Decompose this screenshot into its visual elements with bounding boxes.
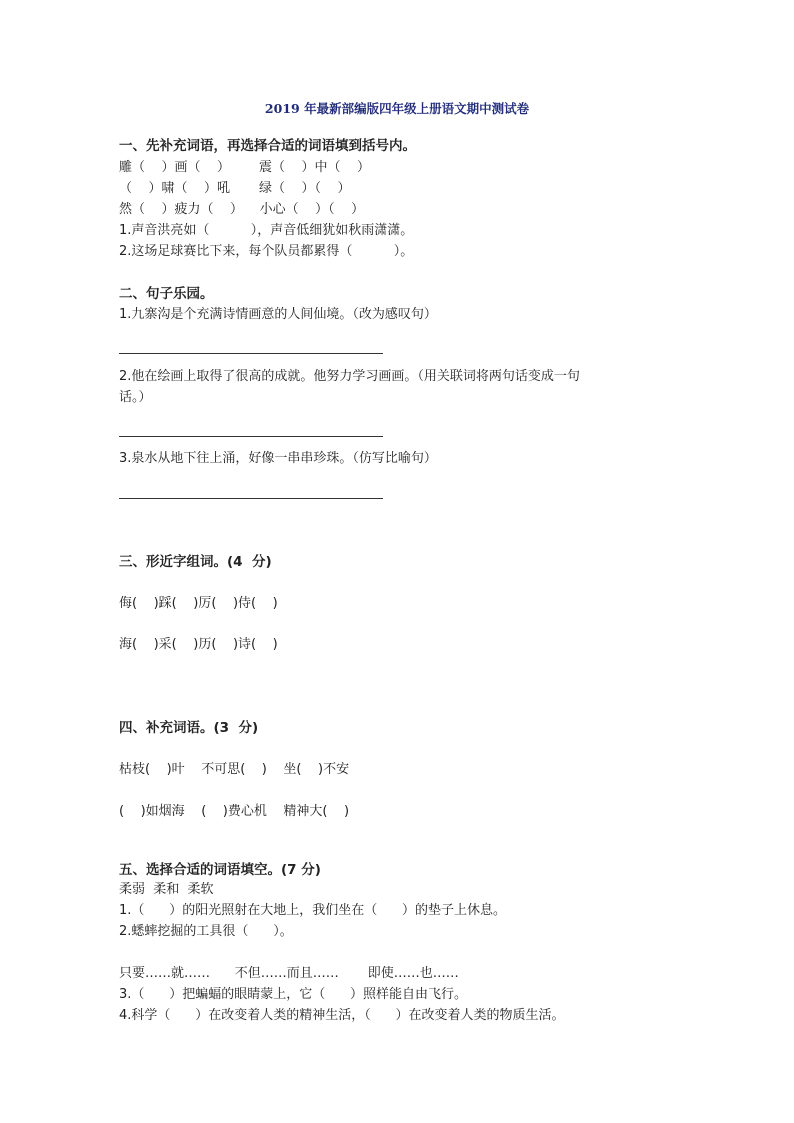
exam-title: 2019 年最新部编版四年级上册语文期中测试卷 bbox=[264, 101, 530, 116]
sec5-question-4: 4.科学（ ）在改变着人类的精神生活，（ ）在改变着人类的物质生活。 bbox=[119, 1008, 565, 1023]
sec1-line-3: 然（ ）疲力（ ） 小心（ ）（ ） bbox=[119, 202, 365, 217]
sec1-line-2: （ ）啸（ ）吼 绿（ ）（ ） bbox=[119, 181, 351, 196]
sec3-line-1: 侮( )踩( )厉( )侍( ) bbox=[119, 596, 278, 611]
answer-line-3 bbox=[119, 498, 383, 499]
sec2-question-3: 3.泉水从地下往上涌，好像一串串珍珠。（仿写比喻句） bbox=[119, 451, 437, 466]
sec5-question-2: 2.蟋蟀挖掘的工具很（ ）。 bbox=[119, 924, 293, 939]
sec1-line-1: 雕（ ）画（ ） 震（ ）中（ ） bbox=[119, 160, 371, 175]
answer-line-1 bbox=[119, 353, 383, 354]
sec5-word-options: 柔弱 柔和 柔软 bbox=[119, 882, 214, 897]
sec4-line-2: ( )如烟海 ( )费心机 精神大( ) bbox=[119, 804, 350, 819]
sec5-question-3: 3.（ ）把蝙蝠的眼睛蒙上，它（ ）照样能自由飞行。 bbox=[119, 987, 467, 1002]
sec1-question-1: 1.声音洪亮如（ ），声音低细犹如秋雨潇潇。 bbox=[119, 223, 414, 238]
sec3-line-2: 海( )采( )历( )诗( ) bbox=[119, 637, 278, 652]
sec5-question-1: 1.（ ）的阳光照射在大地上，我们坐在（ ）的垫子上休息。 bbox=[119, 903, 506, 918]
sec5-conjunction-options: 只要……就…… 不但……而且…… 即使……也…… bbox=[119, 966, 459, 981]
section-1-heading: 一、先补充词语，再选择合适的词语填到括号内。 bbox=[119, 138, 416, 154]
section-2-heading: 二、句子乐园。 bbox=[119, 286, 214, 302]
sec2-question-2-part2: 话。） bbox=[119, 390, 152, 405]
section-5-heading: 五、选择合适的词语填空。(7 分) bbox=[119, 862, 321, 878]
sec2-question-2-part1: 2.他在绘画上取得了很高的成就。他努力学习画画。（用关联词将两句话变成一句 bbox=[119, 369, 580, 384]
sec4-line-1: 枯枝( )叶 不可思( ) 坐( )不安 bbox=[119, 762, 350, 777]
answer-line-2 bbox=[119, 436, 383, 437]
section-3-heading: 三、形近字组词。(4 分) bbox=[119, 554, 272, 570]
section-4-heading: 四、补充词语。(3 分) bbox=[119, 720, 259, 736]
sec1-question-2: 2.这场足球赛比下来，每个队员都累得（ ）。 bbox=[119, 244, 414, 259]
sec2-question-1: 1.九寨沟是个充满诗情画意的人间仙境。（改为感叹句） bbox=[119, 307, 437, 322]
